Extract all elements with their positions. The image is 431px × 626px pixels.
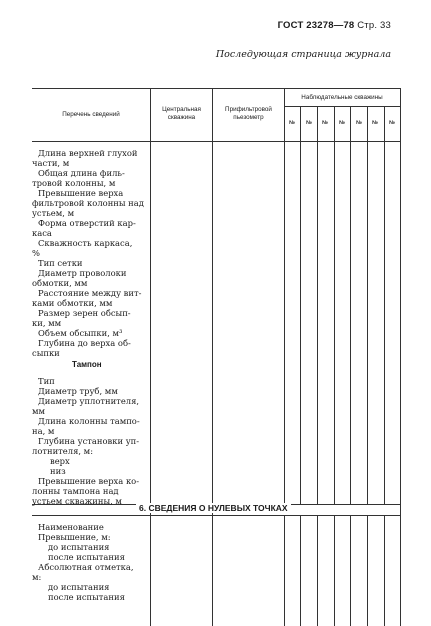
row-label: Превышение верха	[38, 188, 124, 198]
row-label: Глубина установки уп-	[38, 436, 140, 446]
row-label: Форма отверстий кар-	[38, 218, 136, 228]
row-label: Диаметр уплотнителя,	[38, 396, 140, 406]
row-label: Превышение, м:	[38, 532, 111, 542]
column-number: №	[339, 120, 345, 126]
row-label: Превышение верха ко-	[38, 476, 140, 486]
row-label: Глубина до верха об-	[38, 338, 131, 348]
row-label: устьем, м	[32, 208, 75, 218]
row-label: Диаметр проволоки	[38, 268, 127, 278]
row-label: Наименование	[38, 522, 104, 532]
row-label: ками обмотки, мм	[32, 298, 113, 308]
row-label: лотнителя, м:	[32, 446, 94, 456]
section-6-title: 6. СВЕДЕНИЯ О НУЛЕВЫХ ТОЧКАХ	[136, 503, 291, 513]
row-label: м:	[32, 572, 42, 582]
row-label: Тип	[38, 376, 55, 386]
row-label: тровой колонны, м	[32, 178, 116, 188]
page-header	[278, 20, 391, 31]
header-prefilter-piezometer: Прифильтровой пьезометр	[225, 106, 272, 121]
row-label: до испытания	[48, 582, 110, 592]
row-label: устьем скважины, м	[32, 496, 122, 506]
row-label: каса	[32, 228, 52, 238]
row-label: мм	[32, 406, 46, 416]
row-label: Размер зерен обсып-	[38, 308, 131, 318]
row-label: Длина колонны тампо-	[38, 416, 140, 426]
tampon-title: Тампон	[72, 360, 102, 369]
page-subtitle: Последующая страница журнала	[215, 49, 391, 60]
row-label: ки, мм	[32, 318, 62, 328]
row-label: верх	[50, 456, 70, 466]
row-label: Скважность каркаса,	[38, 238, 133, 248]
row-label: Общая длина филь-	[38, 168, 125, 178]
row-label: Расстояние между вит-	[38, 288, 142, 298]
row-label: обмотки, мм	[32, 278, 88, 288]
row-label: лонны тампона над	[32, 486, 119, 496]
column-number: №	[356, 120, 362, 126]
row-label: Длина верхней глухой	[38, 148, 138, 158]
header-info-list: Перечень сведений	[62, 111, 120, 118]
row-label: Абсолютная отметка,	[38, 562, 134, 572]
row-label: низ	[50, 466, 66, 476]
column-number: №	[372, 120, 378, 126]
row-label: на, м	[32, 426, 55, 436]
page-number: Стр. 33	[357, 20, 391, 31]
column-number: №	[322, 120, 328, 126]
row-label: Диаметр труб, мм	[38, 386, 118, 396]
column-number: №	[389, 120, 395, 126]
column-number: №	[289, 120, 295, 126]
row-label: до испытания	[48, 542, 110, 552]
row-label: Тип сетки	[38, 258, 83, 268]
row-label: после испытания	[48, 592, 125, 602]
header-central-well: Центральная скважина	[162, 106, 201, 121]
row-label: фильтровой колонны над	[32, 198, 144, 208]
row-label: сыпки	[32, 348, 60, 358]
row-label: части, м	[32, 158, 70, 168]
row-label: Объем обсыпки, м³	[38, 328, 123, 338]
row-label: после испытания	[48, 552, 125, 562]
row-label: %	[32, 248, 40, 258]
column-number: №	[306, 120, 312, 126]
header-observation-wells: Наблюдательные скважины	[301, 94, 383, 101]
standard-number: ГОСТ 23278—78	[277, 20, 355, 31]
